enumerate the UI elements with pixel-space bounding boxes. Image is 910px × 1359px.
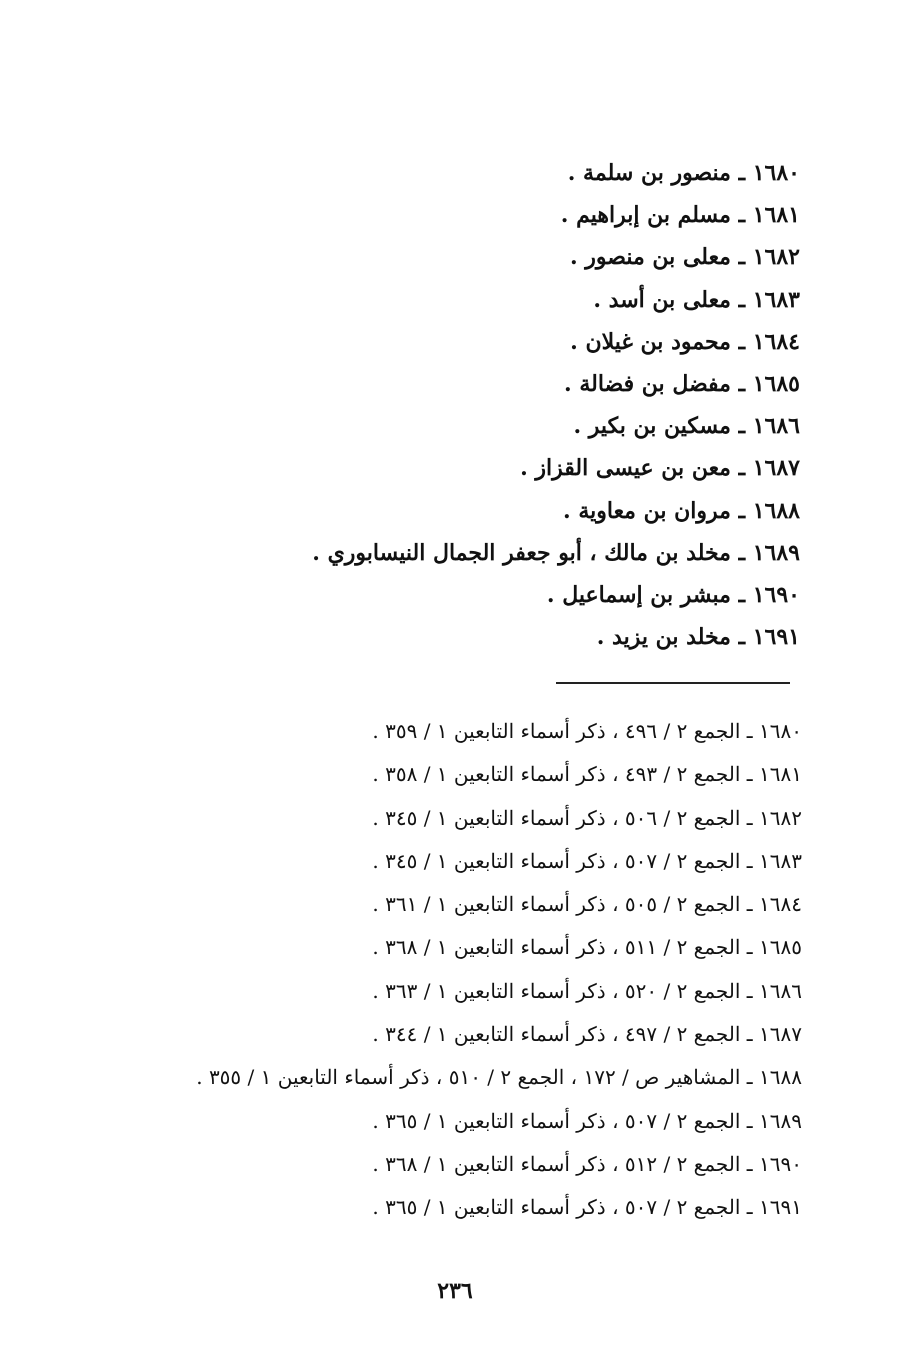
entries-list [240, 152, 800, 658]
footnote-divider [556, 682, 790, 684]
entry-item: ١٦٨٣ ـ معلى بن أسد . [593, 286, 800, 313]
footnote-item: ١٦٨٦ ـ الجمع ٢ / ٥٢٠ ، ذكر أسماء التابعين ١ / ٣٦٣ . [372, 978, 802, 1003]
footnotes-list [112, 710, 802, 1230]
entry-item: ١٦٨٢ ـ معلى بن منصور . [569, 244, 800, 271]
entry-item: ١٦٨١ ـ مسلم بن إبراهيم . [560, 202, 800, 229]
footnote-item: ١٦٨٥ ـ الجمع ٢ / ٥١١ ، ذكر أسماء التابعين ١ / ٣٦٨ . [372, 935, 802, 960]
footnote-item: ١٦٨٣ ـ الجمع ٢ / ٥٠٧ ، ذكر أسماء التابعين ١ / ٣٤٥ . [372, 848, 802, 873]
entry-item: ١٦٨٨ ـ مروان بن معاوية . [563, 497, 800, 524]
footnote-item: ١٦٨٢ ـ الجمع ٢ / ٥٠٦ ، ذكر أسماء التابعين ١ / ٣٤٥ . [372, 805, 802, 830]
footnote-item: ١٦٨٧ ـ الجمع ٢ / ٤٩٧ ، ذكر أسماء التابعين ١ / ٣٤٤ . [372, 1022, 802, 1047]
entry-item: ١٦٨٥ ـ مفضل بن فضالة . [564, 370, 800, 397]
entry-item: ١٦٨٧ ـ معن بن عيسى القزاز . [520, 455, 800, 482]
entry-item: ١٦٩٠ ـ مبشر بن إسماعيل . [546, 581, 800, 608]
footnote-item: ١٦٨٠ ـ الجمع ٢ / ٤٩٦ ، ذكر أسماء التابعين ١ / ٣٥٩ . [372, 719, 802, 743]
entry-item: ١٦٨٦ ـ مسكين بن بكير . [573, 413, 800, 440]
entry-item: ١٦٨٤ ـ محمود بن غيلان . [570, 328, 800, 355]
page-number: ٢٣٦ [437, 1278, 473, 1304]
footnote-item: ١٦٨١ ـ الجمع ٢ / ٤٩٣ ، ذكر أسماء التابعين ١ / ٣٥٨ . [372, 762, 802, 787]
footnote-item: ١٦٨٨ ـ المشاهير ص / ١٧٢ ، الجمع ٢ / ٥١٠ ، ذكر أسماء التابعين ١ / ٣٥٥ . [196, 1065, 802, 1090]
footnote-item: ١٦٨٤ ـ الجمع ٢ / ٥٠٥ ، ذكر أسماء التابعين ١ / ٣٦١ . [372, 892, 802, 917]
entry-item: ١٦٨٩ ـ مخلد بن مالك ، أبو جعفر الجمال النيسابوري . [312, 539, 800, 566]
footnote-item: ١٦٩٠ ـ الجمع ٢ / ٥١٢ ، ذكر أسماء التابعين ١ / ٣٦٨ . [372, 1151, 802, 1176]
entry-item: ١٦٨٠ ـ منصور بن سلمة . [567, 160, 800, 186]
entry-item: ١٦٩١ ـ مخلد بن يزيد . [596, 624, 800, 651]
footnote-item: ١٦٩١ ـ الجمع ٢ / ٥٠٧ ، ذكر أسماء التابعين ١ / ٣٦٥ . [372, 1195, 802, 1220]
footnote-item: ١٦٨٩ ـ الجمع ٢ / ٥٠٧ ، ذكر أسماء التابعين ١ / ٣٦٥ . [372, 1108, 802, 1133]
